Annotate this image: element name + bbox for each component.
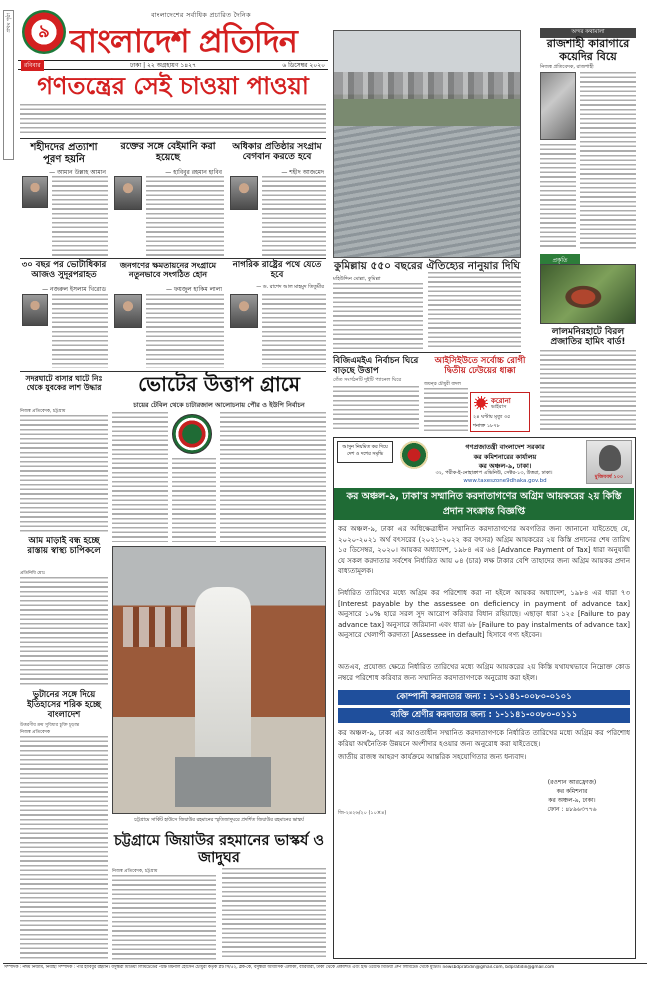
zia-body-left [112,875,216,960]
ad-gov: গণপ্রজাতন্ত্রী বাংলাদেশ সরকার [465,443,545,451]
ad-signature [514,778,630,814]
corona-stat-cases: শনাক্ত ১৮৭৮ [473,423,500,429]
story4-photo [22,294,48,326]
ad-signer-office: কর অঞ্চল-৯, ঢাকা। [548,797,596,804]
mangoes-body [20,577,108,687]
ad-signer-name: (রওশান আরফ্রোজ) [547,779,597,786]
tax-ad [333,437,636,959]
story5-title: জনগণের ক্ষমতায়নের সংগ্রামে নতুনভাবে সংগঠিত হোন [119,261,217,280]
election-headline: ভোটের উত্তাপ গ্রামে [138,372,300,396]
election-logo [172,414,212,454]
sadarghat-body [20,415,108,533]
story1-byline: — আমান উল্লাহ আমান [49,169,106,176]
sadarghat-byline: নিজস্ব প্রতিবেদক, চট্টগ্রাম [20,409,66,414]
bgmea-headline: বিজিএমইএ নির্বাচন ঘিরে বাড়ছে উত্তাপ [333,356,419,376]
bhutan-body [20,736,108,960]
ad-office: কর কমিশনারের কার্যালয় [473,453,537,461]
story4-title: ৩০ বছর পর ভোটাধিকার আজও সুদূরপরাহত [21,260,107,280]
story1-title: শহীদদের প্রত্যাশা পূরণ হয়নি [30,142,98,165]
ad-ref: জি-২৪২৬/২০ (১০×৪) [338,810,387,816]
comilla-photo [333,30,521,258]
story1-photo [22,176,48,208]
prakriti-headline: লালমনিরহাটে বিরল প্রজাতির হামিং বার্ড! [550,327,626,348]
icu-byline: জয়ন্ত্ন চৌধুরী বাদল [424,382,461,387]
bhutan-sub: উত্তরণীয় ক্রম সুবিধার চুক্তি চূড়ান্ত [20,723,80,728]
ad-code-company: কোম্পানী করদাতার জন্য : ১-১১৪১-০০৮০-০১০১ [338,690,630,705]
ad-banner: কর অঞ্চল-৯, ঢাকা'র সম্মানিত করদাতাগণের অগ্রিম আয়করের ২য় কিস্তি প্রদান সংক্রান্ত বিজ্ঞপ্তি [334,488,634,520]
rajshahi-body-lower [540,144,576,250]
masthead-title: বাংলাদেশ প্রতিদিন [70,22,297,60]
bgmea-sub: তেঁত সংগঠনটি দুইটি প্যানেল ঘিরে [333,377,402,383]
bhutan-headline: ভুটানের সঙ্গে দিয়ে ইতিহাসের শরিক হচ্ছে বাংলাদেশ [27,690,101,720]
ad-body1: কর অঞ্চল-৯, ঢাকা এর অধিক্ষেত্রাধীন সম্মানিত করদাতাগণের অবগতির জন্য জানানো যাইতেছে যে, ২০২০-২০২১ অর্থ বৎসরের (২০২১-২০২২ কর বৎসর) অগ্রিম আয়করের ২য় কিস্তি প্রদানের শেষ তারিখ ১৫ ডিসেম্বর, ২০২০। আয়কর অধ্যাদেশ, ১৯৮৪ এর ৬৪ [Advance Payment of Tax] ধারা অনুযায়ী যে সকল করদাতার সর্বশেষ নির্ধারিত আয় ০৪ (চার) লক্ষ টাকার বেশি তাহাদের জন্য অগ্রিম আয়কর প্রদান বাধ্যতামূলক। [338,525,630,575]
story6-photo [230,294,258,328]
mujib-label: মুজিববর্ষ ১০০ [594,474,624,480]
ad-body4: কর অঞ্চল-৯, ঢাকা এর আওতাধীন সম্মানিত করদাতাগণকে নির্ধারিত তারিখের মধ্যে অগ্রিম কর পরিশোধ করিয়া অর্থনৈতিক উন্নয়নে অংশীদার হওয়ার জন্য অনুরোধ করা যাইতেছে। [338,729,630,748]
sidebar-label: প্রথম পৃষ্ঠা [6,13,12,33]
masthead [18,8,328,58]
bird-photo [540,264,636,324]
prakriti-body [540,350,636,432]
corona-stat-deaths: ২৪ ঘণ্টায় মৃত্যু ৩৫ [473,414,511,420]
story2-body [146,176,224,256]
ad-signer-title: কর কমিশনার [556,788,588,795]
ad-body3: অতএব, প্রযোজ্য ক্ষেত্রে নির্ধারিত তারিখের মধ্যে অগ্রিম আয়করের ২য় কিস্তি যথাযথভাবে নিম্নোক্ত কোড নম্বরে পরিশোধ করিবার জন্য সম্মানিত করদাতাগণকে অনুরোধ করা হইল। [338,663,630,682]
ad-lower-space [338,828,630,954]
story5-body [146,294,224,368]
story2-photo [114,176,142,210]
story3-photo [230,176,258,210]
sadarghat-headline: সদরঘাটে বাসার ঘাটে নিঃ থেকে যুবকের লাশ উদ্ধার [25,374,103,392]
gov-seal-icon [400,441,428,469]
election-body-right [220,412,326,542]
icu-body-left [424,388,468,432]
story3-title: অধিকার প্রতিষ্ঠার সংগ্রাম বেগবান করতে হবে [232,142,322,163]
story6-title: নাগরিক রাষ্ট্রের পথে যেতে হবে [232,260,322,280]
ad-signer-phone: ফোন : ৪৮৯৬৩৭৭৬ [547,806,597,813]
ad-address: ৩২, পরীক-ই-নোহাক্রাপ এভিনিউ, সেক্টর-১৩, উত্তরা, ঢাকা। [435,470,553,476]
virus-icon [474,396,488,410]
comilla-body-left [333,283,423,349]
story3-byline: — শহীদ আজমেদ [281,169,324,176]
story5-photo [114,294,142,328]
story1-body [52,176,108,256]
icu-headline: আইসিইউতে সর্বোচ্চ রোগী দ্বিতীয় ঢেউয়ের ধাক্কা [434,356,526,376]
page-sidebar-strip [3,10,14,160]
icu-body-right [533,388,537,432]
comilla-byline: মহিউদ্দিন মোল্লা, কুমিল্লা [333,276,381,282]
rajshahi-photo [540,72,576,140]
ad-web: www.taxeszone9dhaka.gov.bd [463,478,547,484]
story4-byline: — নজরুল ইসলাম খিরোড [42,286,106,293]
story6-byline: — ড. রাশেদ আল মাহমুদ তিতুমীর [256,284,324,290]
ad-body2: নির্ধারিত তারিখের মধ্যে অগ্রিম কর পরিশোধ করা না হইলে আয়কর অধ্যাদেশ, ১৯৮৪ এর ধারা ৭৩ [Interest payable by the assessee on deficiency in payment of advance tax] অনুসারে ১০% হারে সরল সুদ আরোপ করিবার বিধান রহিয়াছে। এছাড়া ধারা ১২৫ [Failure to pay advance tax] অনুসারে জরিমানা এবং ধারা ৬৮ [Failure to pay instalments of advance tax] অনুসারে খেলাপী করদাতা [Assessee in default] হিসাবে গণ্য হইবেন। [338,589,630,639]
story6-body [262,294,326,368]
mangoes-headline: আম মাড়াই বন্ধ হচ্ছে রাস্তায় স্বাস্থ্য চাপিকলে [27,536,101,556]
anniversary-logo [22,10,66,54]
date-bar [18,60,328,70]
story4-body [52,294,108,368]
bgmea-body [333,386,419,432]
rajshahi-byline: নিজস্ব প্রতিবেদক, রাজশাহী [540,64,594,70]
prakriti-label: প্রকৃতি [540,254,580,267]
mujib-logo [586,440,632,484]
ad-body5: জাতীয় রাজস্ব আহরণ কার্যক্রমে আন্তরিক সহযোগিতার জন্য ধন্যবাদ। [338,753,527,761]
date-day: রবিবার [21,60,44,71]
rajshahi-headline: রাজশাহী কারাগারে কয়েদির বিয়ে [546,37,630,63]
election-body-mid [172,458,216,542]
ad-corner-line2: দেশ ও দশের সমৃদ্ধি [346,452,384,457]
election-body-left [112,412,168,542]
rajshahi-label: অন্দর কথামালা [540,28,636,38]
story2-title: রক্তের সঙ্গে বেইমানি করা হয়েছে [120,141,216,163]
story2-byline: — হাবিবুর রহমান হাবিব [165,169,222,176]
corona-box [470,392,530,432]
masthead-tagline: বাংলাদেশের সর্বাধিক প্রচারিত দৈনিক [151,11,251,19]
footer-imprint: সম্পাদক : নঈম নিজাম, নির্বাহী সম্পাদক : পীর হাবিবুর রহমান। বসুন্ধরা মিডিয়া লিমিটেডের পক্ষে ময়নাল হোসেন চৌধুরী কর্তৃক প্লট সি/৫২, ব্লক-কে, বসুন্ধরা আবাসিক এলাকা, বারিধারা, ঢাকা থেকে প্রকাশিত এবং ইস্ট ওয়েস্ট মিডিয়া গ্রুপ লিমিটেড থেকে মুদ্রিত। newsbdpratidin@gmail.com, bdpratidin@gmail.com [4,965,555,970]
story3-body [262,176,326,256]
comilla-body-right [428,272,521,349]
lead-headline: গণতন্ত্রের সেই চাওয়া পাওয়া [37,72,309,100]
anniversary-number: ৯ [33,21,55,43]
date-english: ৬ ডিসেম্বর ২০২০ [282,61,325,69]
story5-byline: — ফয়জুল হাকিম লালা [165,286,222,293]
zia-statue-photo [112,546,326,814]
zia-headline: চট্টগ্রামে জিয়াউর রহমানের ভাস্কর্য ও জাদুঘর [113,833,325,866]
ad-corner-box [337,441,393,463]
corona-box-sub: ভাইরাস [491,404,507,410]
corona-box-title: করোনা [491,397,511,405]
zia-caption: চট্টগ্রামে সার্কিট হাউসে জিয়াউর রহমানের স্মৃতিজাদুঘরে প্রদর্শিত জিয়াউর রহমানের ভাস্কর্য [134,818,304,823]
zia-body-right [222,868,326,960]
ad-code-individual: ব্যক্তি শ্রেণীর করদাতার জন্য : ১-১১৪১-০০৮০-০১১১ [338,708,630,723]
rajshahi-body [580,72,636,250]
mangoes-byline: প্রতিনিধি মোঃ [20,571,46,576]
zia-byline: নিজস্ব প্রতিবেদক, চট্টগ্রাম [112,869,158,874]
comilla-headline: কুমিল্লায় ৫৫০ বছরের ঐতিহ্যের নানুয়ার দিঘি [333,260,521,272]
date-city: ঢাকা | ২২ অগ্রহায়ণ ১৪২৭ [130,61,196,69]
bhutan-byline: নিজস্ব প্রতিবেদক [20,730,51,735]
election-sub: চায়ের টেবিল থেকে চাটারজাল আলোচনায় পৌর ও ইউপি নির্বাচন [133,401,305,409]
ad-zone: কর অঞ্চল-৯, ঢাকা। [478,462,532,470]
lead-intro [20,104,326,136]
ad-corner-line1: আসুন নিয়মিত কর দিয়ে [342,445,388,450]
